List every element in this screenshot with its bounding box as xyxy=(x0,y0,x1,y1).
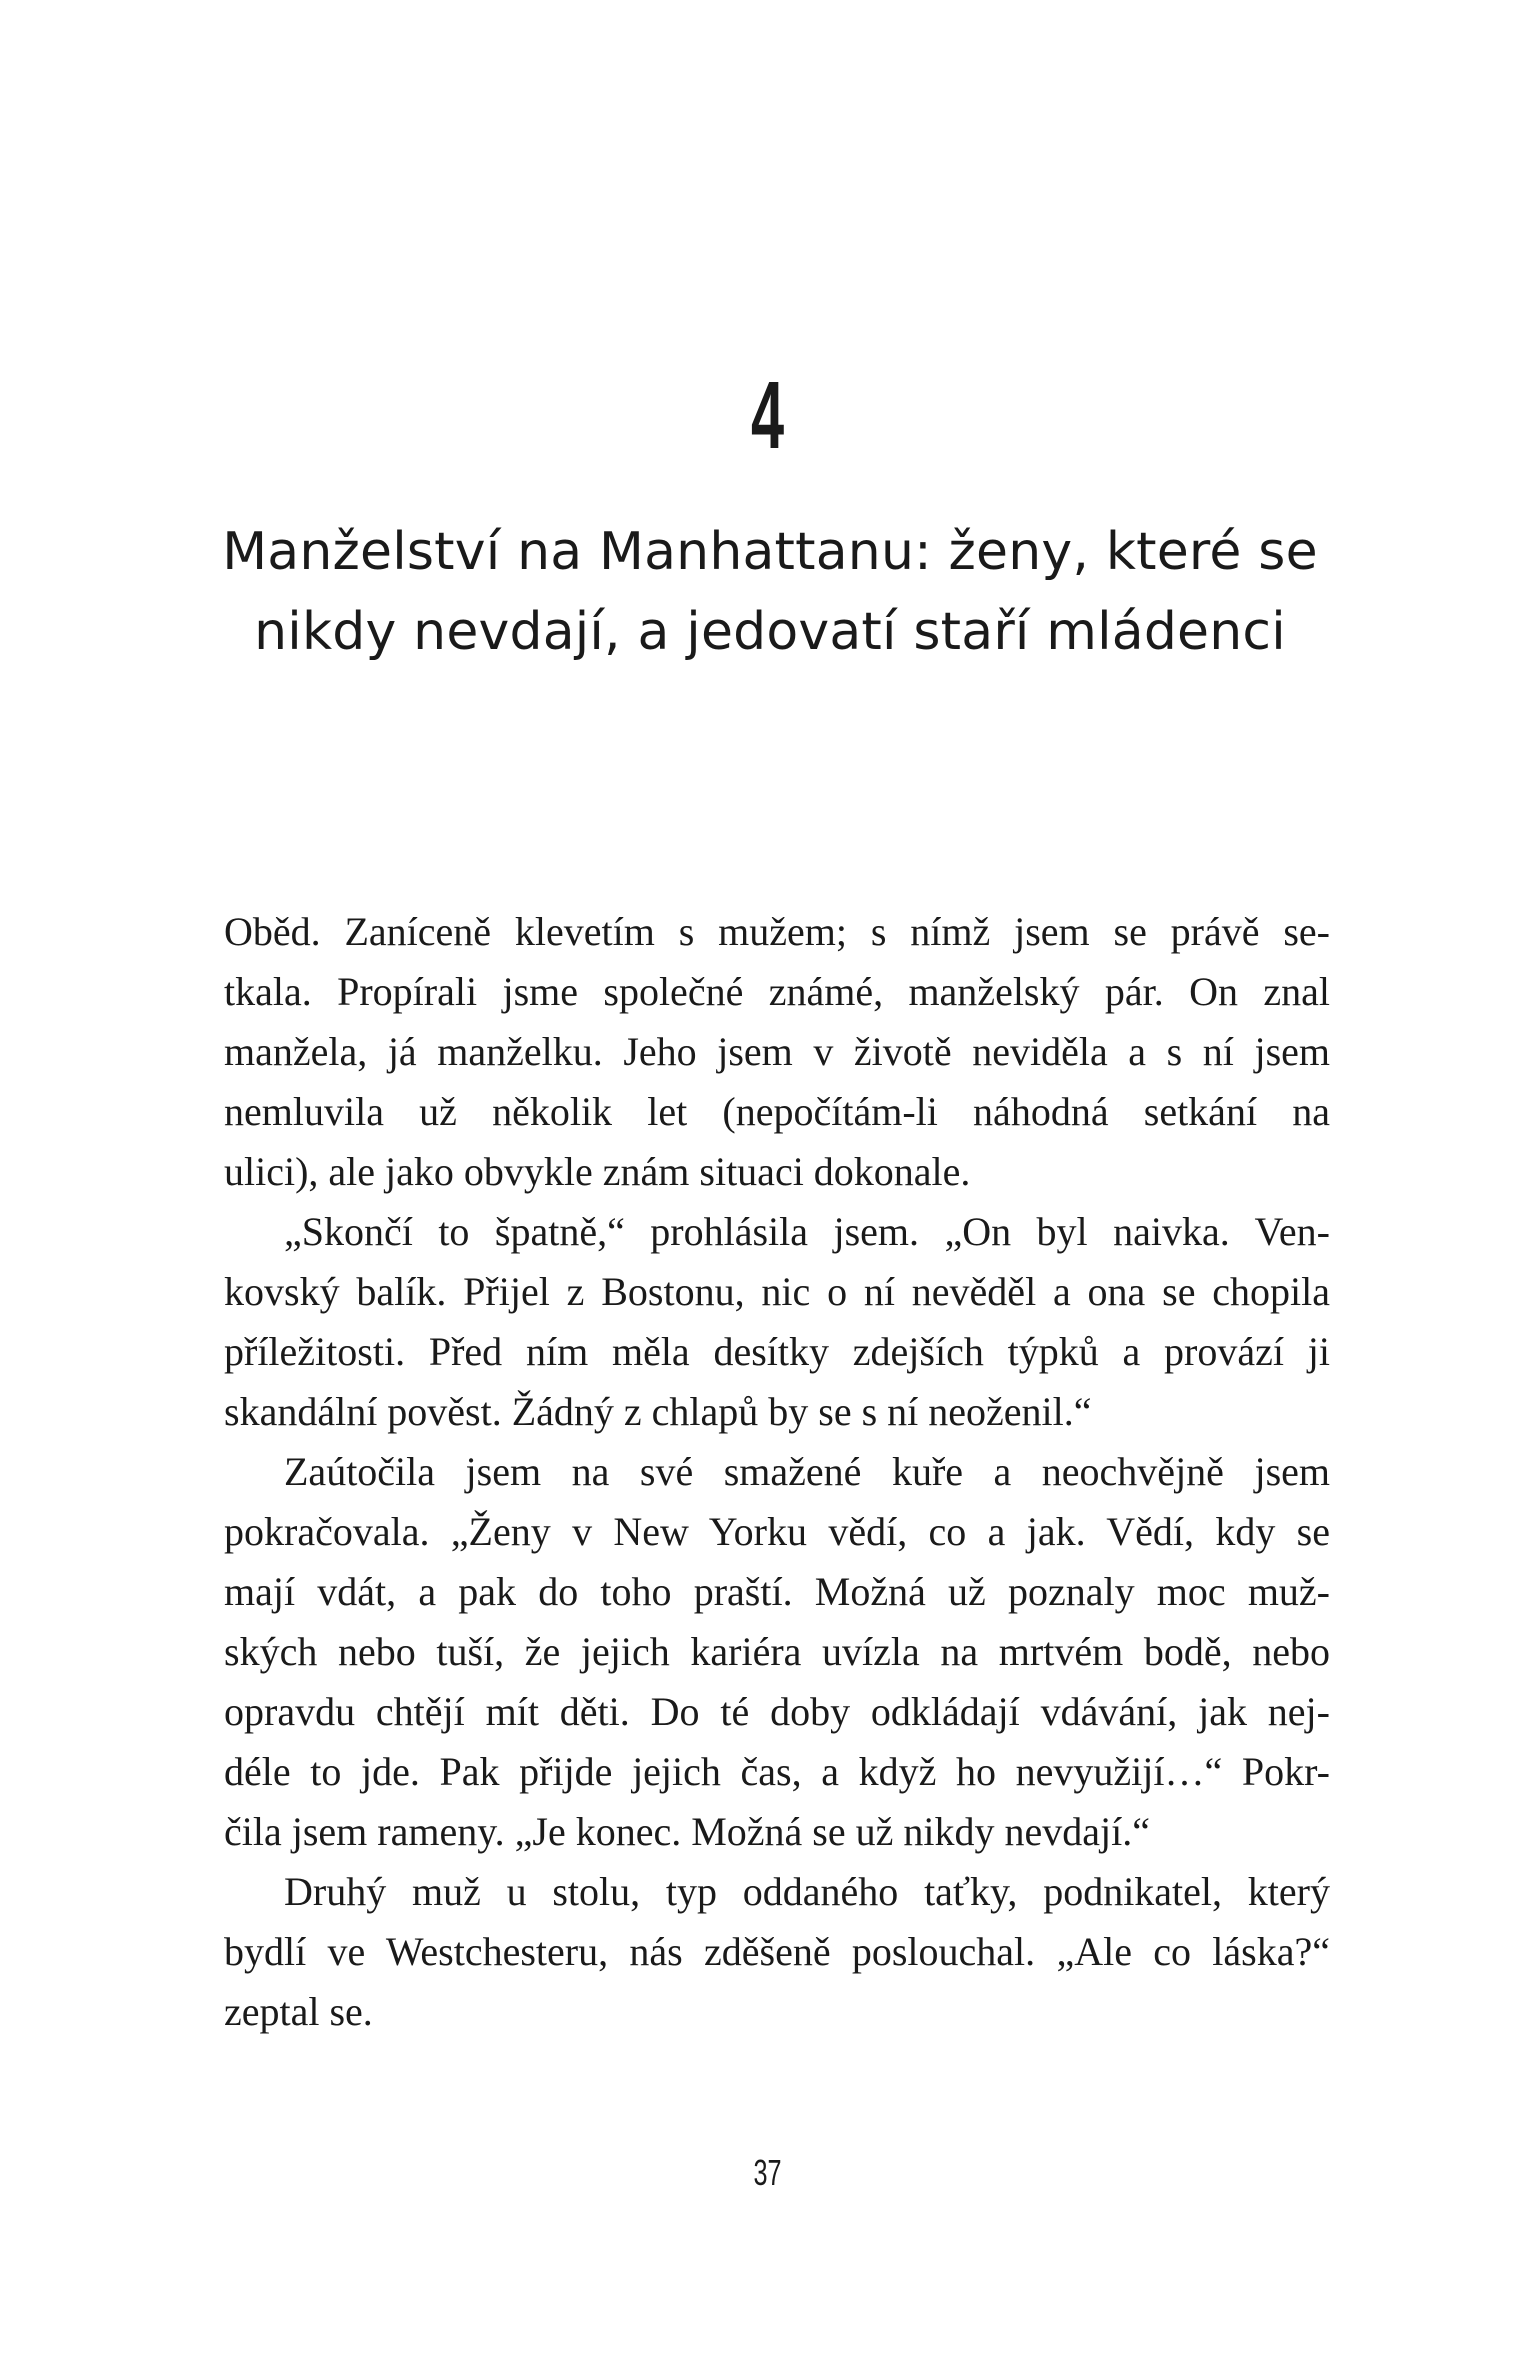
text-line: kovský balík. Přijel z Bostonu, nic o ní nevěděl a ona se chopila xyxy=(224,1269,1330,1314)
page-number: 37 xyxy=(753,2152,782,2193)
text-line: Oběd. Zaníceně klevetím s mužem; s nímž jsem se právě se- xyxy=(224,909,1330,954)
paragraph xyxy=(224,1442,1330,1862)
chapter-title-line: nikdy nevdají, a jedovatí staří mládenci xyxy=(254,602,1286,662)
chapter-title xyxy=(220,512,1320,672)
text-line: „Skončí to špatně,“ prohlásila jsem. „On byl naivka. Ven- xyxy=(284,1209,1330,1254)
text-line: bydlí ve Westchesteru, nás zděšeně poslouchal. „Ale co láska?“ xyxy=(224,1929,1330,1974)
text-line: Druhý muž u stolu, typ oddaného taťky, podnikatel, který xyxy=(284,1869,1330,1914)
chapter-title-line: Manželství na Manhattanu: ženy, které se xyxy=(222,522,1318,582)
text-line: čila jsem rameny. „Je konec. Možná se už nikdy nevdají.“ xyxy=(224,1809,1150,1854)
text-line: nemluvila už několik let (nepočítám-li náhodná setkání na xyxy=(224,1089,1330,1134)
text-line: pokračovala. „Ženy v New Yorku vědí, co a jak. Vědí, kdy se xyxy=(224,1509,1330,1554)
text-line: déle to jde. Pak přijde jejich čas, a když ho nevyužijí…“ Pokr- xyxy=(224,1749,1330,1794)
paragraph xyxy=(224,1202,1330,1442)
text-line: tkala. Propírali jsme společné známé, manželský pár. On znal xyxy=(224,969,1330,1014)
text-line: ulici), ale jako obvykle znám situaci dokonale. xyxy=(224,1149,971,1194)
text-line: manžela, já manželku. Jeho jsem v životě neviděla a s ní jsem xyxy=(224,1029,1330,1074)
text-line: zeptal se. xyxy=(224,1989,373,2034)
paragraph xyxy=(224,902,1330,1202)
text-line: ských nebo tuší, že jejich kariéra uvízla na mrtvém bodě, nebo xyxy=(224,1629,1330,1674)
chapter-number: 4 xyxy=(750,362,785,469)
text-line: skandální pověst. Žádný z chlapů by se s ní neoženil.“ xyxy=(224,1389,1092,1434)
text-line: mají vdát, a pak do toho praští. Možná už poznaly moc muž- xyxy=(224,1569,1330,1614)
text-line: příležitosti. Před ním měla desítky zdejších týpků a provází ji xyxy=(224,1329,1330,1374)
text-line: opravdu chtějí mít děti. Do té doby odkládají vdávání, jak nej- xyxy=(224,1689,1330,1734)
body-text xyxy=(224,902,1330,2042)
paragraph xyxy=(224,1862,1330,2042)
text-line: Zaútočila jsem na své smažené kuře a neochvějně jsem xyxy=(284,1449,1330,1494)
